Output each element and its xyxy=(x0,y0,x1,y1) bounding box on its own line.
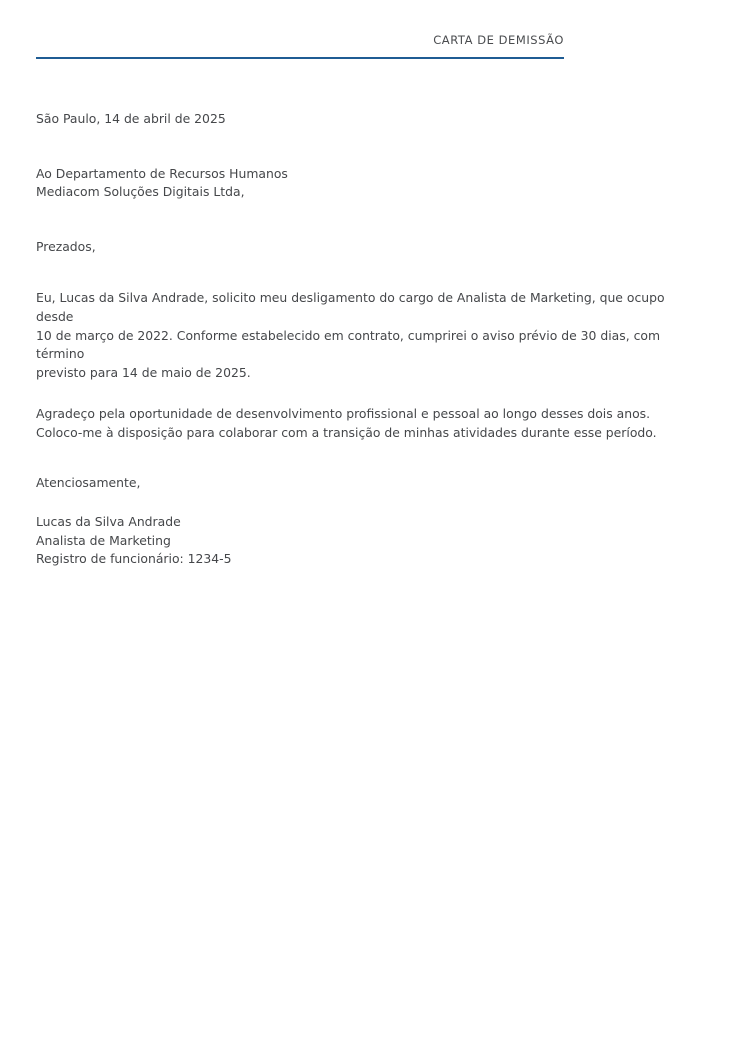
header-divider xyxy=(36,57,564,59)
body-paragraph-2 xyxy=(36,405,688,442)
body-paragraph-1 xyxy=(36,289,688,382)
body-paragraph-2-line-1: Agradeço pela oportunidade de desenvolvimento profissional e pessoal ao longo desses dois anos. xyxy=(36,406,651,422)
body-paragraph-1-line-2: 10 de março de 2022. Conforme estabelecido em contrato, cumprirei o aviso prévio de 30 dias, com término xyxy=(36,327,661,362)
closing-line: Atenciosamente, xyxy=(36,474,141,490)
signature-role: Analista de Marketing xyxy=(36,532,171,548)
recipient-company: Mediacom Soluções Digitais Ltda, xyxy=(36,184,245,200)
body-paragraph-1-line-1: Eu, Lucas da Silva Andrade, solicito meu desligamento do cargo de Analista de Marketing, que ocupo desde xyxy=(36,290,665,324)
signature-name: Lucas da Silva Andrade xyxy=(36,514,181,530)
page-title: CARTA DE DEMISSÃO xyxy=(433,33,564,47)
signature-block xyxy=(36,513,688,569)
salutation: Prezados, xyxy=(36,238,96,254)
letter-header xyxy=(36,33,564,59)
body-paragraph-2-line-2: Coloco-me à disposição para colaborar com a transição de minhas atividades durante esse período. xyxy=(36,424,657,440)
signature-employee-id: Registro de funcionário: 1234-5 xyxy=(36,551,232,567)
recipient-department: Ao Departamento de Recursos Humanos xyxy=(36,165,288,181)
body-paragraph-1-line-3: previsto para 14 de maio de 2025. xyxy=(36,364,251,380)
date-line: São Paulo, 14 de abril de 2025 xyxy=(36,111,226,126)
letter-body xyxy=(36,110,688,569)
recipient-block xyxy=(36,165,688,202)
